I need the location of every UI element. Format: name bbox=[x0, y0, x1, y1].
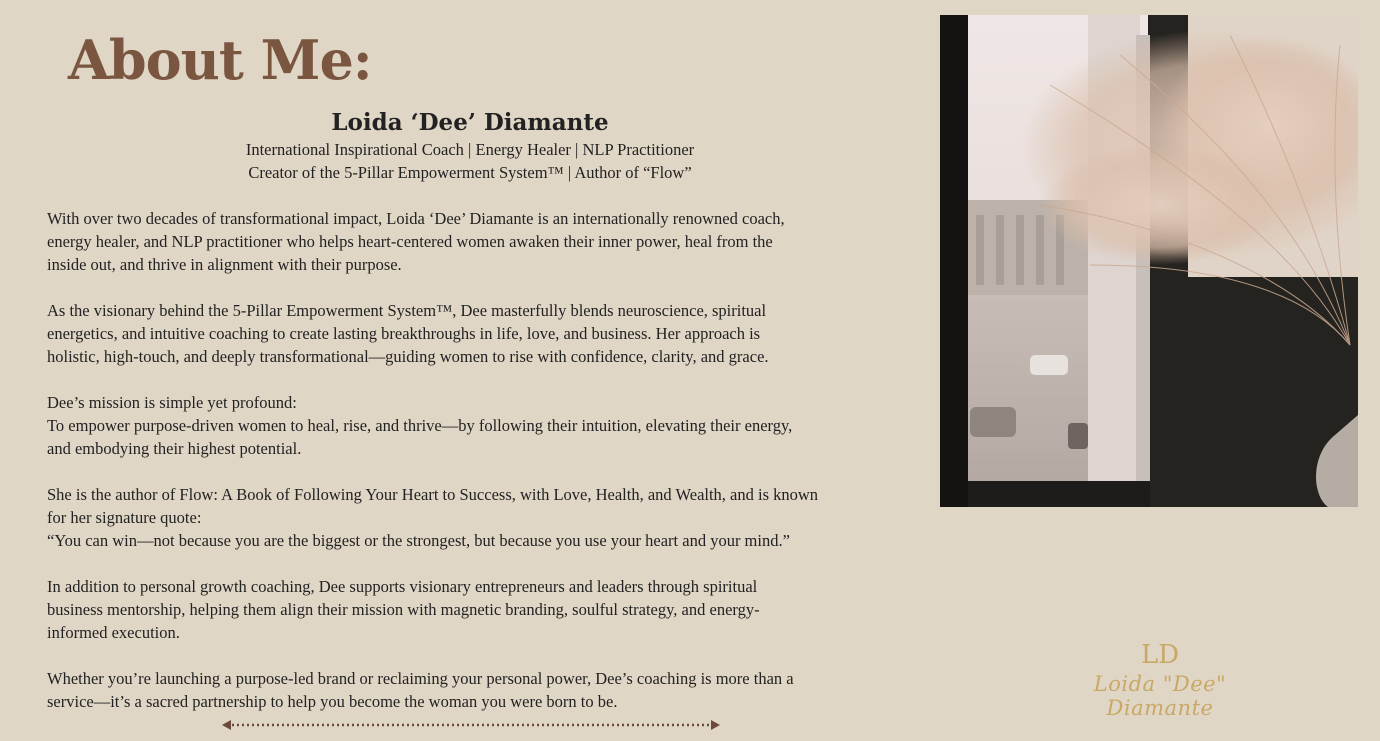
roles-line: International Inspirational Coach | Energy Healer | NLP Practitioner bbox=[245, 140, 695, 159]
bio-line: She is the author of Flow: A Book of Following Your Heart to Success, with Love, Health, and Wealth, and is known bbox=[47, 485, 819, 504]
bio-line: energy healer, and NLP practitioner who helps heart-centered women awaken their inner power, heal from the bbox=[47, 232, 773, 251]
divider-left-arrow-icon bbox=[222, 720, 231, 730]
bio-line: Whether you’re launching a purpose-led brand or reclaiming your personal power, Dee’s coaching is more than a bbox=[47, 669, 794, 688]
creator-line: Creator of the 5-Pillar Empowerment System™ | Author of “Flow” bbox=[248, 163, 692, 182]
bio-line: informed execution. bbox=[47, 623, 180, 642]
divider-right-arrow-icon bbox=[711, 720, 720, 730]
bio-line: In addition to personal growth coaching, Dee supports visionary entrepreneurs and leaders through spiritual bbox=[47, 577, 758, 596]
bio-text bbox=[47, 207, 907, 736]
decorative-divider bbox=[222, 717, 720, 733]
bio-line: business mentorship, helping them align their mission with magnetic branding, soulful strategy, and energy- bbox=[47, 600, 760, 619]
bio-paragraph-closing bbox=[47, 667, 907, 713]
ld-monogram-icon bbox=[1140, 636, 1180, 670]
bio-line: inside out, and thrive in alignment with their purpose. bbox=[47, 255, 402, 274]
profile-header bbox=[70, 108, 870, 184]
bio-line: holistic, high-touch, and deeply transformational—guiding women to rise with confidence, clarity, and grace. bbox=[47, 347, 769, 366]
bio-line: and embodying their highest potential. bbox=[47, 439, 302, 458]
bio-line: To empower purpose-driven women to heal, rise, and thrive—by following their intuition, elevating their energy, bbox=[47, 416, 793, 435]
person-name: Loida ‘Dee’ Diamante bbox=[331, 109, 609, 136]
monogram-text: LD bbox=[1140, 640, 1180, 670]
pampas-grass-window-photo bbox=[940, 15, 1358, 507]
bio-line: energetics, and intuitive coaching to create lasting breakthroughs in life, love, and business. Her approach is bbox=[47, 324, 761, 343]
bio-paragraph-mission bbox=[47, 391, 907, 460]
bio-line: for her signature quote: bbox=[47, 508, 202, 527]
photo-illustration bbox=[940, 15, 1358, 507]
page-title: About Me: bbox=[68, 28, 372, 92]
bio-line: With over two decades of transformational impact, Loida ‘Dee’ Diamante is an internationally renowned coach, bbox=[47, 209, 785, 228]
bio-paragraph-visionary bbox=[47, 299, 907, 368]
signature-quote: “You can win—not because you are the biggest or the strongest, but because you use your heart and your mind.” bbox=[47, 531, 790, 550]
bio-line: service—it’s a sacred partnership to help you become the woman you were born to be. bbox=[47, 692, 618, 711]
bio-paragraph-intro bbox=[47, 207, 907, 276]
bio-paragraph-business bbox=[47, 575, 907, 644]
logo-wordmark: Loida "Dee" Diamante bbox=[1093, 672, 1227, 720]
bio-line: Dee’s mission is simple yet profound: bbox=[47, 393, 297, 412]
bio-paragraph-author bbox=[47, 483, 907, 552]
bio-line: As the visionary behind the 5-Pillar Empowerment System™, Dee masterfully blends neuroscience, spiritual bbox=[47, 301, 767, 320]
brand-logo bbox=[1040, 636, 1280, 720]
